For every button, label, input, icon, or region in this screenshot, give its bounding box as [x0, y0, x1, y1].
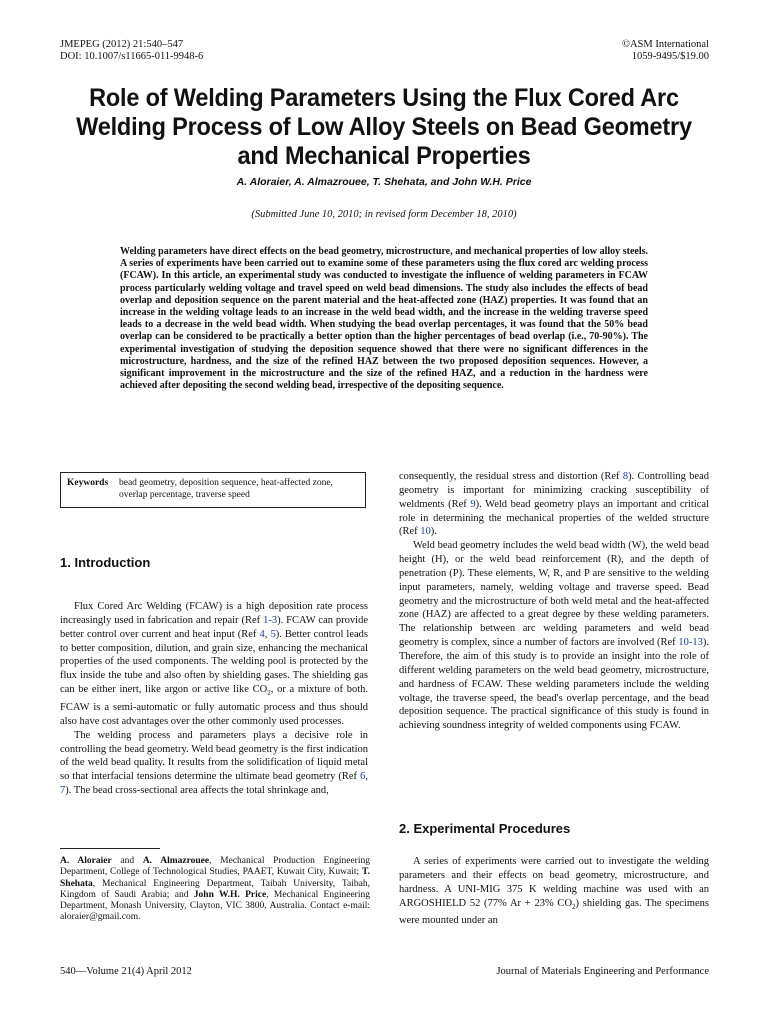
ref-link[interactable]: 10-13	[678, 637, 703, 649]
issn-price: 1059-9495/$19.00	[631, 51, 709, 62]
intro-paragraph-4: Weld bead geometry includes the weld bead width (W), the weld bead height (H), or the weld bead reinforcement (R), and the depth of penetration (P). These elements, W, R, and P are sensitive to the welding input parameters, namely, welding voltage and traverse speed. Bead geometry and the microstructure of both weld metal and the heat-affected zone (HAZ) are affected to a great degree by these welding parameters. The relationship between arc welding parameters and weld bead geometry is complex, since a number of factors are involved (Ref 10-13). Therefore, the aim of this study is to provide an insight into the role of different welding parameters on the weld bead geometry, microstructure, and hardness of FCAW. These welding parameters include the welding voltage, the traverse speed, the bead's overlap percentage, and the bead deposition sequence. The practical significance of this study is found in achieving soundness integrity of welded components using FCAW.	[399, 540, 709, 732]
intro-paragraph-2: The welding process and parameters plays a decisive role in controlling the bead geometry. Weld bead geometry is the first indication of the weld bead quality. It results from the solidification of liquid metal so that interfacial tensions determine the ultimate bead geometry (Ref 6, 7). The bead cross-sectional area affects the total shrinkage and,	[60, 729, 368, 797]
ref-link[interactable]: 7	[60, 785, 66, 797]
page-footer-volume: 540—Volume 21(4) April 2012	[60, 966, 192, 977]
abstract: Welding parameters have direct effects on the bead geometry, microstructure, and mechanical properties of low alloy steels. A series of experiments have been carried out to examine some of these parameters using the flux cored arc welding process (FCAW). In this article, an experimental study was conducted to investigate the influence of welding parameters in FCAW process particularly welding voltage and travel speed on weld bead dimensions. The study also includes the effects of bead overlap and deposition sequence on the parent material and the heat-affected zone (HAZ) properties. It was found that an increase in the welding voltage leads to an increase in the weld bead width, and the increase in the welding traverse speed leads to a decrease in the weld bead width. When studying the bead overlap percentages, it was found that the 50% bead overlap can be considered to be practically a better option than the higher percentages of bead overlap (i.e., 70-90%). The experimental investigation of studying the deposition sequence showed that there were no significant differences in the microstructure, hardness, and the size of the refined HAZ between the two proposed deposition sequences. However, a significant improvement in the microstructure and the size of the refined HAZ, and a reduction in the hardness were achieved after depositing the second welding bead, irrespective of the depositing sequence.	[120, 246, 648, 392]
author-affiliations: A. Aloraier and A. Almazrouee, Mechanical Production Engineering Department, College of Technological Studies, PAAET, Kuwait City, Kuwait; T. Shehata, Mechanical Engineering Department, Taibah University, Taibah, Kingdom of Saudi Arabia; and John W.H. Price, Mechanical Engineering Department, Monash University, Clayton, VIC 3800, Australia. Contact e-mail: aloraier@gmail.com.	[60, 856, 370, 923]
submission-dates: (Submitted June 10, 2010; in revised form December 18, 2010)	[251, 209, 517, 220]
experimental-paragraph-1: A series of experiments were carried out to investigate the welding parameters and their effects on bead geometry, microstructure, and hardness. A UNI-MIG 375 K welding machine was used with an ARGOSHIELD 52 (77% Ar + 23% $CO_2$) shielding gas. The specimens were mounted under an	[399, 856, 709, 927]
author-list: A. Aloraier, A. Almazrouee, T. Shehata, and John W.H. Price	[236, 176, 532, 188]
title-line-3: and Mechanical Properties	[237, 142, 531, 170]
left-column-text	[60, 600, 368, 798]
right-column-text	[399, 470, 709, 733]
ref-link[interactable]: 1-3	[263, 614, 278, 626]
ref-link[interactable]: 6	[360, 771, 366, 783]
experimental-text	[399, 855, 709, 928]
intro-paragraph-3: consequently, the residual stress and distortion (Ref 8). Controlling bead geometry is important for minimizing cracking susceptibility of weldments (Ref 9). Weld bead geometry plays an important and critical role in determining the mechanical properties of the welded structure (Ref 10).	[399, 471, 709, 538]
doi[interactable]: DOI: 10.1007/s11665-011-9948-6	[60, 51, 204, 62]
section-heading-introduction: 1. Introduction	[60, 555, 151, 570]
ref-link[interactable]: 5	[270, 628, 276, 640]
keywords-box	[60, 472, 366, 508]
ref-link[interactable]: 9	[470, 498, 476, 510]
section-heading-experimental: 2. Experimental Procedures	[399, 821, 571, 836]
footnote-rule	[60, 848, 160, 849]
page-footer-journal: Journal of Materials Engineering and Performance	[496, 966, 709, 977]
journal-citation: JMEPEG (2012) 21:540–547	[60, 39, 184, 50]
copyright: ©ASM International	[621, 39, 709, 50]
ref-link[interactable]: 10	[420, 526, 431, 538]
paper-title	[61, 84, 708, 171]
title-line-1: Role of Welding Parameters Using the Flux Cored Arc	[89, 84, 679, 112]
ref-link[interactable]: 4	[259, 628, 265, 640]
running-header-left	[60, 39, 203, 63]
ref-link[interactable]: 8	[622, 471, 629, 482]
running-header-right	[622, 39, 709, 63]
intro-paragraph-1: Flux Cored Arc Welding (FCAW) is a high deposition rate process increasingly used in fabrication and repair (Ref 1-3). FCAW can provide better control over current and heat input (Ref 4, 5). Better control leads to better composition, dilution, and grain size, enhancing the mechanical properties of the used components. The welding pool is protected by the flux inside the tube and also often by shielding gases. The shielding gas can be either inert, like argon or active like $CO_2$, or a mixture of both. FCAW is a semi-automatic or fully automatic process and thus should also have cost advantages over the other commonly used processes.	[60, 601, 369, 727]
title-line-2: Welding Process of Low Alloy Steels on Bead Geometry	[76, 113, 692, 141]
keywords-text: bead geometry, deposition sequence, heat-affected zone, overlap percentage, traverse speed	[119, 478, 333, 500]
keywords-label: Keywords	[67, 478, 109, 488]
